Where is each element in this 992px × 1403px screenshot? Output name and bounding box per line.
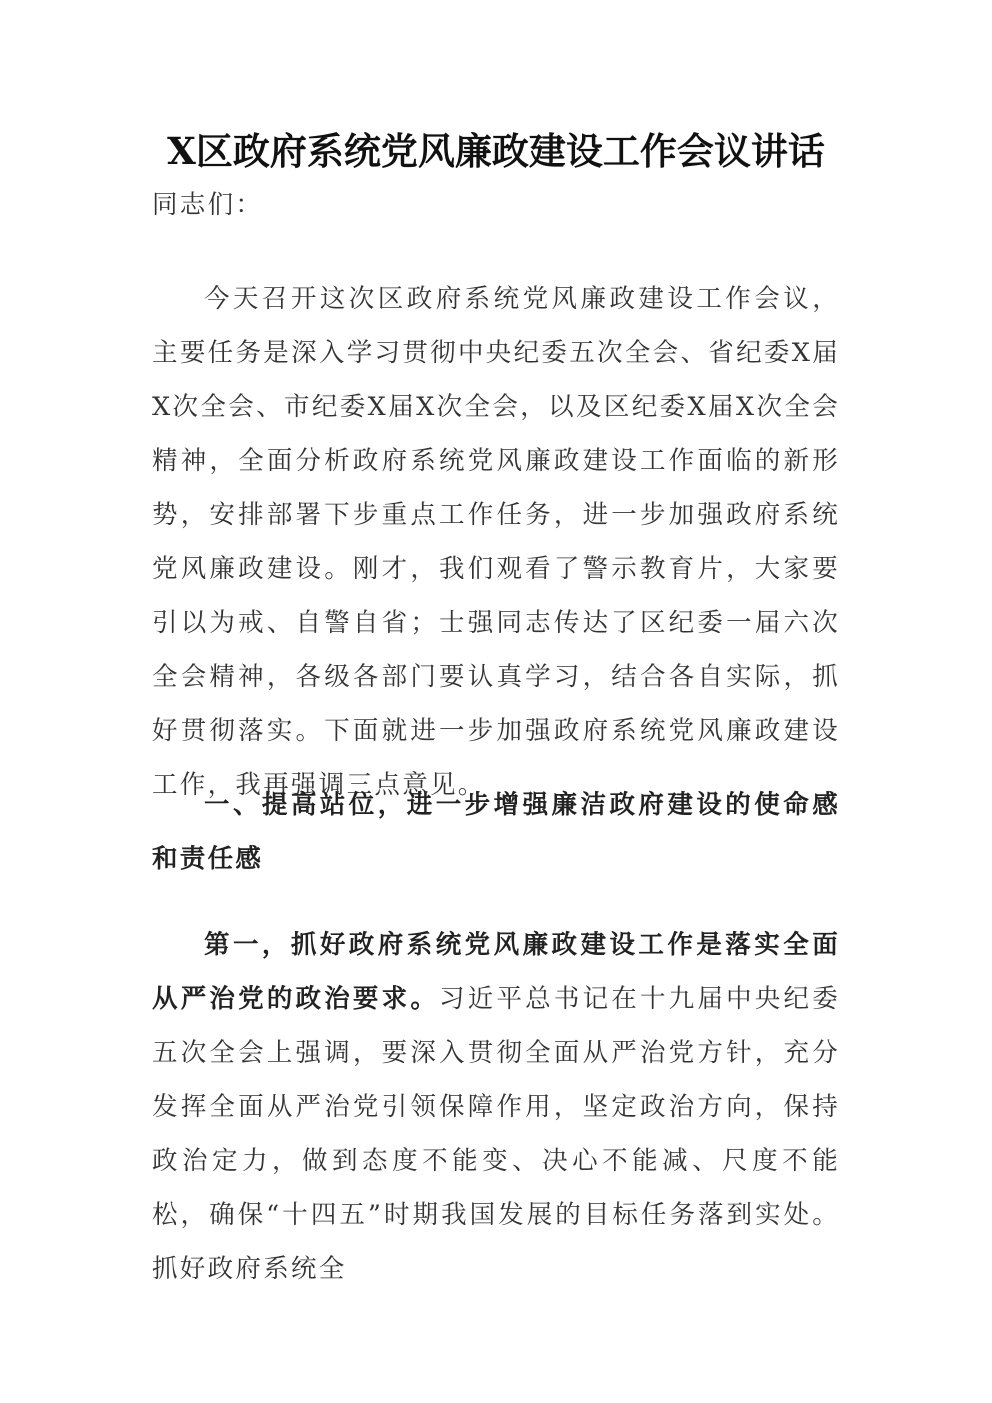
point-1-paragraph (152, 918, 840, 1296)
point-1-lead: 第一，抓好政府系统党风廉政建设工作是落实全面从严治党的政治要求。 (152, 930, 840, 1014)
document-title: X区政府系统党风廉政建设工作会议讲话 (167, 129, 825, 173)
intro-paragraph: 今天召开这次区政府系统党风廉政建设工作会议，主要任务是深入学习贯彻中央纪委五次全会、省纪委X届X次全会、市纪委X届X次全会，以及区纪委X届X次全会精神，全面分析政府系统党风廉政建设工作面临的新形势，安排部署下步重点工作任务，进一步加强政府系统党风廉政建设。刚才，我们观看了警示教育片，大家要引以为戒、自警自省；士强同志传达了区纪委一届六次全会精神，各级各部门要认真学习，结合各自实际，抓好贯彻落实。下面就进一步加强政府系统党风廉政建设工作，我再强调三点意见。 (152, 284, 840, 800)
salutation: 同志们： (152, 190, 264, 220)
section-heading-1: 一、提高站位，进一步增强廉洁政府建设的使命感和责任感 (152, 790, 840, 874)
point-1-body: 习近平总书记在十九届中央纪委五次全会上强调，要深入贯彻全面从严治党方针，充分发挥全面从严治党引领保障作用，坚定政治方向，保持政治定力，做到态度不能变、决心不能减、尺度不能松，确保“十四五”时期我国发展的目标任务落到实处。抓好政府系统全 (152, 984, 840, 1284)
